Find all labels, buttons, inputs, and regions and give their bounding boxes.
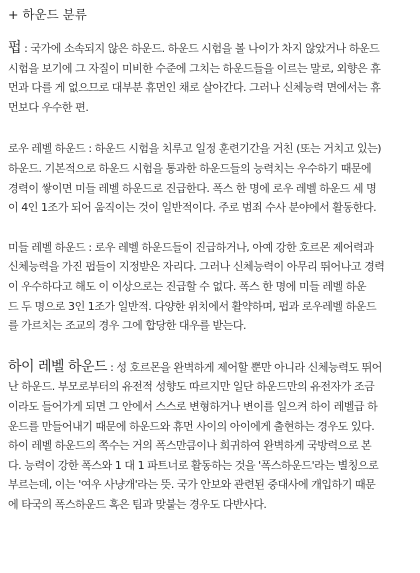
paragraph-line: 먼보다 우수한 편. bbox=[8, 100, 89, 114]
paragraph-line: 하이 레벨 하운드의 쪽수는 거의 폭스만큼이나 희귀하여 완벽하게 국방력으로 본 bbox=[8, 439, 372, 453]
definition-text: : 국가에 소속되지 않은 하운드. 하운드 시험을 볼 나이가 차지 않았거나 하운드 bbox=[21, 42, 380, 55]
term-high-level-hound: 하이 레벨 하운드 bbox=[8, 358, 108, 375]
paragraph-line: 드 두 명으로 3인 1조가 일반적. 다양한 위치에서 활약하며, 펍과 로우레벨 하운드 bbox=[8, 299, 377, 313]
definition-text: : 성 호르몬을 완벽하게 제어할 뿐만 아니라 신체능력도 뛰어 bbox=[107, 360, 382, 374]
paragraph-line: 하운드. 기본적으로 하운드 시험을 통과한 하운드들의 능력치는 우수하기 때문에 bbox=[8, 161, 372, 175]
paragraph-line: 이 4인 1조가 되어 움직이는 것이 일반적이다. 주로 범죄 수사 분야에서 활동한다. bbox=[8, 201, 377, 215]
paragraph-gap bbox=[8, 218, 410, 238]
paragraph-line: 이 우수하다고 해도 이 이상으로는 진급할 수 없다. 폭스 한 명에 미들 레벨 하운 bbox=[8, 279, 367, 293]
section-title: + 하운드 분류 bbox=[8, 7, 87, 22]
paragraph-line: 이라도 들어가게 되면 그 안에서 스스로 변형하거나 변이를 일으켜 하이 레벨급 하 bbox=[8, 399, 378, 413]
paragraph-line: 난 하운드. 부모로부터의 유전적 성향도 따르지만 일단 하운드만의 유전자가 조금 bbox=[8, 380, 375, 394]
paragraph-line: 운드를 만들어내기 때문에 하운드와 휴먼 사이의 아이에게 출현하는 경우도 있다. bbox=[8, 419, 375, 433]
paragraph-middle-level-hound bbox=[8, 238, 410, 336]
paragraph-line: 신체능력을 가진 펍들이 지정받은 자리다. 그러나 신체능력이 아무리 뛰어나고 경력 bbox=[8, 260, 385, 274]
paragraph-line: 에 타국의 폭스하운드 혹은 팀과 맞붙는 경우도 다반사다. bbox=[8, 497, 267, 511]
paragraph-line bbox=[8, 358, 410, 378]
paragraph-line: 먼과 다를 게 없으므로 대부분 휴먼인 채로 살아간다. 그러나 신체능력 면에서는 휴 bbox=[8, 81, 381, 95]
paragraph-line: 시험을 보기에 그 자질이 미비한 수준에 그치는 하운드들을 이르는 말로, 외향은 휴 bbox=[8, 61, 381, 75]
paragraph-high-level-hound bbox=[8, 358, 410, 515]
paragraph-line: 미들 레벨 하운드 : 로우 레벨 하운드들이 진급하거나, 아예 강한 호르몬 제어력과 bbox=[8, 240, 374, 254]
paragraph-line: 로우 레벨 하운드 : 하운드 시험을 치루고 일정 훈련기간을 거친 (또는 거치고 있는) bbox=[8, 142, 382, 156]
paragraph-gap bbox=[8, 336, 410, 358]
term-pub: 펍 bbox=[8, 40, 22, 56]
paragraph-pub bbox=[8, 39, 410, 117]
paragraph-line: 부르는데, 이는 '여우 사냥개'라는 뜻. 국가 안보와 관련된 중대사에 개입하기 때문 bbox=[8, 478, 376, 492]
paragraph-low-level-hound bbox=[8, 139, 410, 217]
paragraph-line: 다. 능력이 강한 폭스와 1 대 1 파트너로 활동하는 것을 '폭스하운드'라는 별칭으로 bbox=[8, 458, 379, 472]
paragraph-gap bbox=[8, 117, 410, 139]
paragraph-line: 경력이 쌓이면 미들 레벨 하운드로 진급한다. 폭스 한 명에 로우 레벨 하운드 세 명 bbox=[8, 181, 377, 195]
paragraph-line bbox=[8, 39, 410, 59]
paragraph-line: 를 가르치는 조교의 경우 그에 합당한 대우를 받는다. bbox=[8, 319, 247, 333]
